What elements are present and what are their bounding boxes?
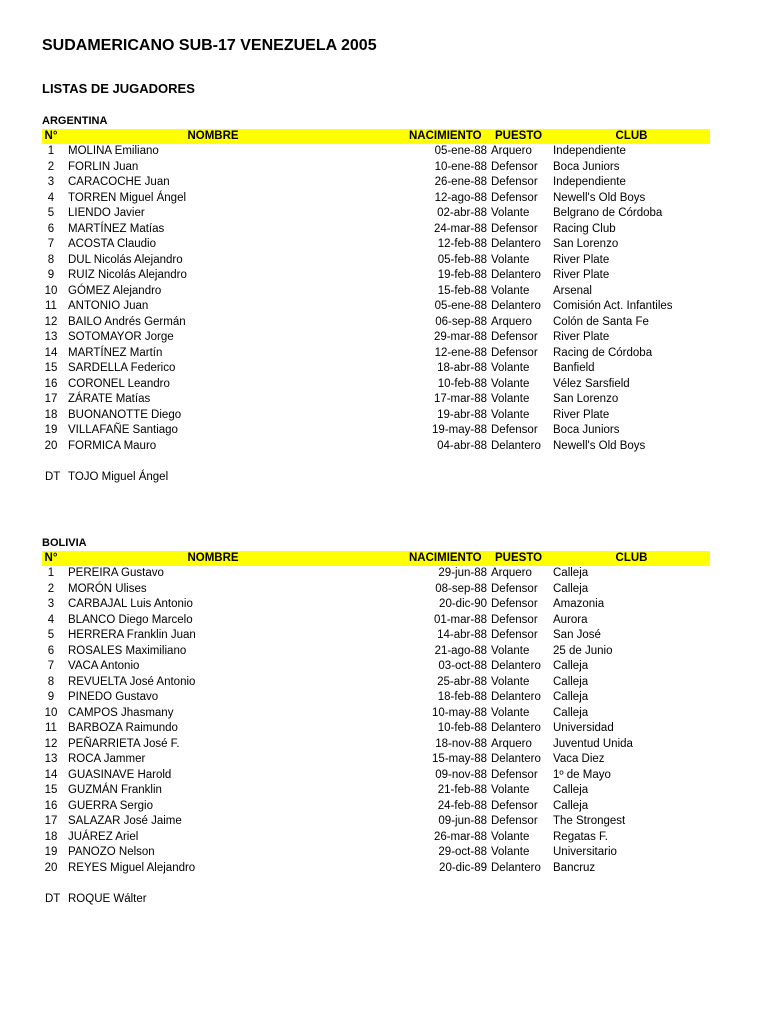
- player-birth-date: 02-abr-88: [437, 207, 487, 219]
- player-number: 4: [47, 613, 55, 626]
- header-birth-date: NACIMIENTO: [409, 552, 482, 564]
- player-number: 1: [47, 145, 55, 157]
- player-row: [42, 814, 710, 830]
- player-birth-date: 05-ene-88: [434, 300, 487, 312]
- player-position: Volante: [491, 830, 530, 843]
- team-name: ARGENTINA: [42, 115, 108, 127]
- player-row: [42, 315, 710, 331]
- player-club: Calleja: [553, 582, 589, 595]
- player-name: MORÓN Ulises: [68, 582, 147, 595]
- player-name: CARBAJAL Luis Antonio: [68, 598, 193, 610]
- player-name: FORMICA Mauro: [68, 439, 157, 452]
- player-name: CORONEL Leandro: [68, 377, 170, 390]
- player-club: Calleja: [553, 660, 589, 672]
- player-position: Defensor: [491, 768, 538, 781]
- player-birth-date: 29-jun-88: [438, 567, 487, 579]
- player-position: Delantero: [491, 660, 541, 672]
- player-number: 7: [47, 660, 55, 672]
- player-birth-date: 10-may-88: [432, 706, 487, 719]
- player-name: CAMPOS Jhasmany: [68, 706, 174, 719]
- player-number: 9: [47, 691, 55, 703]
- player-number: 3: [47, 176, 55, 188]
- player-row: [42, 408, 710, 424]
- player-row: [42, 861, 710, 877]
- player-row: [42, 253, 710, 269]
- team-name: BOLIVIA: [42, 537, 87, 549]
- player-name: DUL Nicolás Alejandro: [68, 253, 183, 266]
- player-position: Delantero: [491, 439, 541, 452]
- player-position: Volante: [491, 784, 530, 796]
- player-name: PEREIRA Gustavo: [68, 567, 164, 579]
- player-name: GUZMÁN Franklin: [68, 784, 162, 796]
- player-position: Volante: [491, 207, 530, 219]
- player-club: Arsenal: [553, 284, 592, 297]
- player-position: Delantero: [491, 269, 541, 281]
- coach-label: DT: [45, 471, 61, 483]
- player-club: 25 de Junio: [553, 644, 613, 657]
- player-club: Newell's Old Boys: [553, 439, 646, 452]
- player-club: Universitario: [553, 846, 617, 858]
- player-name: TORREN Miguel Ángel: [68, 191, 187, 204]
- player-birth-date: 21-ago-88: [434, 644, 487, 657]
- player-birth-date: 19-feb-88: [437, 269, 487, 281]
- player-position: Defensor: [491, 629, 538, 641]
- player-number: 7: [47, 238, 55, 250]
- player-position: Delantero: [491, 861, 541, 874]
- player-row: [42, 690, 710, 706]
- player-position: Defensor: [491, 176, 538, 188]
- player-club: Belgrano de Córdoba: [553, 207, 663, 219]
- player-birth-date: 21-feb-88: [437, 784, 487, 796]
- player-name: PANOZO Nelson: [68, 846, 155, 858]
- player-club: Bancruz: [553, 861, 596, 874]
- player-row: [42, 613, 710, 629]
- player-name: BARBOZA Raimundo: [68, 722, 178, 734]
- player-position: Delantero: [491, 238, 541, 250]
- player-club: San Lorenzo: [553, 393, 619, 405]
- player-position: Delantero: [491, 691, 541, 703]
- player-name: BLANCO Diego Marcelo: [68, 613, 193, 626]
- header-name: NOMBRE: [187, 130, 239, 142]
- player-number: 13: [44, 753, 58, 765]
- player-position: Defensor: [491, 598, 538, 610]
- player-position: Defensor: [491, 160, 538, 173]
- player-birth-date: 14-abr-88: [437, 629, 487, 641]
- player-name: CARACOCHE Juan: [68, 176, 170, 188]
- player-club: Juventud Unida: [553, 737, 633, 750]
- player-position: Volante: [491, 706, 530, 719]
- player-row: [42, 330, 710, 346]
- player-number: 5: [47, 629, 55, 641]
- player-birth-date: 05-ene-88: [434, 145, 487, 157]
- player-number: 2: [47, 160, 55, 173]
- player-number: 14: [44, 768, 58, 781]
- player-position: Volante: [491, 408, 530, 421]
- player-row: [42, 423, 710, 439]
- player-number: 17: [44, 393, 58, 405]
- player-number: 11: [45, 300, 57, 312]
- player-birth-date: 17-mar-88: [433, 393, 487, 405]
- player-position: Defensor: [491, 424, 538, 436]
- player-row: [42, 597, 710, 613]
- player-name: VACA Antonio: [68, 660, 140, 672]
- player-birth-date: 19-may-88: [432, 424, 487, 436]
- player-name: ACOSTA Claudio: [68, 238, 156, 250]
- player-club: Calleja: [553, 784, 589, 796]
- player-name: SARDELLA Federico: [68, 362, 176, 374]
- player-number: 2: [47, 582, 55, 595]
- player-position: Defensor: [491, 331, 538, 343]
- player-birth-date: 26-mar-88: [433, 830, 487, 843]
- player-name: BUONANOTTE Diego: [68, 408, 182, 421]
- player-row: [42, 830, 710, 846]
- player-name: ROCA Jammer: [68, 753, 146, 765]
- player-position: Defensor: [491, 815, 538, 827]
- player-birth-date: 10-ene-88: [434, 160, 487, 173]
- player-position: Arquero: [491, 567, 532, 579]
- player-number: 18: [44, 830, 58, 843]
- player-club: Universidad: [553, 722, 614, 734]
- player-position: Delantero: [491, 722, 541, 734]
- player-row: [42, 659, 710, 675]
- player-position: Delantero: [491, 753, 541, 765]
- player-birth-date: 24-feb-88: [437, 799, 487, 812]
- player-birth-date: 18-nov-88: [435, 737, 487, 750]
- player-birth-date: 26-ene-88: [434, 176, 487, 188]
- player-club: River Plate: [553, 331, 610, 343]
- coach-row: [42, 892, 710, 908]
- player-position: Volante: [491, 846, 530, 858]
- player-birth-date: 01-mar-88: [433, 613, 487, 626]
- player-row: [42, 346, 710, 362]
- player-name: FORLIN Juan: [68, 160, 139, 173]
- player-position: Arquero: [491, 737, 532, 750]
- header-position: PUESTO: [495, 552, 543, 564]
- player-name: MOLINA Emiliano: [68, 145, 159, 157]
- player-position: Volante: [491, 675, 530, 688]
- player-row: [42, 237, 710, 253]
- player-birth-date: 09-nov-88: [435, 768, 487, 781]
- player-name: SOTOMAYOR Jorge: [68, 331, 174, 343]
- player-name: ANTONIO Juan: [68, 300, 149, 312]
- player-name: GUASINAVE Harold: [68, 768, 172, 781]
- player-row: [42, 191, 710, 207]
- player-birth-date: 12-feb-88: [437, 238, 487, 250]
- player-club: Independiente: [553, 176, 626, 188]
- player-name: SALAZAR José Jaime: [68, 815, 182, 827]
- player-position: Defensor: [491, 191, 538, 204]
- player-position: Arquero: [491, 315, 532, 328]
- player-birth-date: 05-feb-88: [437, 253, 487, 266]
- player-name: GÓMEZ Alejandro: [68, 284, 162, 297]
- player-number: 15: [44, 362, 58, 374]
- player-birth-date: 09-jun-88: [438, 815, 487, 827]
- player-number: 20: [44, 439, 58, 452]
- coach-row: [42, 470, 710, 486]
- coach-name: TOJO Miguel Ángel: [68, 471, 169, 483]
- player-birth-date: 15-may-88: [432, 753, 487, 765]
- player-row: [42, 582, 710, 598]
- player-club: Calleja: [553, 675, 589, 688]
- player-name: LIENDO Javier: [68, 207, 145, 219]
- player-number: 16: [44, 377, 58, 390]
- player-number: 20: [44, 861, 58, 874]
- player-club: Banfield: [553, 362, 595, 374]
- player-number: 10: [44, 706, 58, 719]
- player-club: Colón de Santa Fe: [553, 315, 649, 328]
- player-club: Vaca Diez: [553, 753, 605, 765]
- player-club: San José: [553, 629, 601, 641]
- player-birth-date: 06-sep-88: [435, 315, 487, 328]
- player-club: 1º de Mayo: [553, 768, 611, 781]
- header-name: NOMBRE: [187, 552, 239, 564]
- player-name: HERRERA Franklin Juan: [68, 629, 196, 641]
- player-position: Volante: [491, 284, 530, 297]
- player-number: 5: [47, 207, 55, 219]
- player-club: Vélez Sarsfield: [553, 377, 630, 390]
- header-number: N°: [44, 130, 58, 142]
- team-section-argentina: [42, 113, 710, 486]
- player-position: Volante: [491, 644, 530, 657]
- player-number: 15: [44, 784, 58, 796]
- player-club: Calleja: [553, 567, 589, 579]
- player-row: [42, 721, 710, 737]
- player-name: GUERRA Sergio: [68, 799, 154, 812]
- team-section-bolivia: [42, 535, 710, 908]
- player-row: [42, 752, 710, 768]
- player-club: Comisión Act. Infantiles: [553, 300, 673, 312]
- player-row: [42, 299, 710, 315]
- player-name: ROSALES Maximiliano: [68, 644, 187, 657]
- player-name: JUÁREZ Ariel: [68, 830, 139, 843]
- player-name: PEÑARRIETA José F.: [68, 737, 180, 750]
- player-position: Defensor: [491, 613, 538, 626]
- player-row: [42, 392, 710, 408]
- document-subtitle: LISTAS DE JUGADORES: [42, 81, 195, 96]
- player-position: Delantero: [491, 300, 541, 312]
- player-club: Amazonia: [553, 598, 605, 610]
- player-birth-date: 12-ene-88: [434, 346, 487, 359]
- player-row: [42, 706, 710, 722]
- player-row: [42, 783, 710, 799]
- player-row: [42, 768, 710, 784]
- player-number: 11: [45, 722, 57, 734]
- player-birth-date: 03-oct-88: [438, 660, 487, 672]
- player-birth-date: 15-feb-88: [437, 284, 487, 297]
- player-number: 6: [47, 644, 55, 657]
- player-club: River Plate: [553, 253, 610, 266]
- player-birth-date: 18-abr-88: [437, 362, 487, 374]
- player-name: RUIZ Nicolás Alejandro: [68, 269, 187, 281]
- player-row: [42, 377, 710, 393]
- player-birth-date: 10-feb-88: [437, 377, 487, 390]
- player-row: [42, 222, 710, 238]
- player-name: ZÁRATE Matías: [68, 393, 151, 405]
- player-name: VILLAFAÑE Santiago: [68, 424, 178, 436]
- player-name: PINEDO Gustavo: [68, 691, 159, 703]
- player-name: MARTÍNEZ Martín: [68, 346, 163, 359]
- player-position: Arquero: [491, 145, 532, 157]
- player-number: 12: [44, 737, 58, 750]
- player-club: The Strongest: [553, 815, 626, 827]
- player-club: Calleja: [553, 691, 589, 703]
- player-club: Boca Juniors: [553, 160, 620, 173]
- table-header-row: [42, 129, 710, 144]
- player-row: [42, 566, 710, 582]
- player-row: [42, 144, 710, 160]
- player-position: Volante: [491, 362, 530, 374]
- coach-label: DT: [45, 893, 61, 905]
- player-number: 13: [44, 331, 58, 343]
- player-club: Calleja: [553, 799, 589, 812]
- header-birth-date: NACIMIENTO: [409, 130, 482, 142]
- player-number: 9: [47, 269, 55, 281]
- header-number: N°: [44, 552, 58, 564]
- player-birth-date: 10-feb-88: [437, 722, 487, 734]
- player-number: 8: [47, 253, 55, 266]
- player-position: Volante: [491, 377, 530, 390]
- player-row: [42, 675, 710, 691]
- player-row: [42, 268, 710, 284]
- player-name: MARTÍNEZ Matías: [68, 222, 165, 235]
- player-number: 6: [47, 222, 55, 235]
- player-club: Newell's Old Boys: [553, 191, 646, 204]
- player-name: REVUELTA José Antonio: [68, 675, 196, 688]
- player-number: 17: [44, 815, 58, 827]
- player-club: Boca Juniors: [553, 424, 620, 436]
- player-number: 4: [47, 191, 55, 204]
- player-birth-date: 24-mar-88: [433, 222, 487, 235]
- player-number: 18: [44, 408, 58, 421]
- player-club: Racing Club: [553, 222, 616, 235]
- player-number: 19: [44, 846, 58, 858]
- player-row: [42, 175, 710, 191]
- player-position: Defensor: [491, 582, 538, 595]
- player-birth-date: 29-oct-88: [438, 846, 487, 858]
- player-birth-date: 18-feb-88: [437, 691, 487, 703]
- player-row: [42, 644, 710, 660]
- player-club: Racing de Córdoba: [553, 346, 653, 359]
- coach-name: ROQUE Wálter: [68, 893, 147, 905]
- player-number: 8: [47, 675, 55, 688]
- player-club: Aurora: [553, 613, 588, 626]
- player-row: [42, 845, 710, 861]
- player-club: Calleja: [553, 706, 589, 719]
- player-birth-date: 29-mar-88: [433, 331, 487, 343]
- player-birth-date: 20-dic-89: [439, 861, 487, 874]
- player-birth-date: 25-abr-88: [437, 675, 487, 688]
- header-club: CLUB: [615, 552, 648, 564]
- player-birth-date: 20-dic-90: [439, 598, 487, 610]
- player-position: Defensor: [491, 799, 538, 812]
- player-number: 12: [44, 315, 58, 328]
- player-row: [42, 284, 710, 300]
- player-name: REYES Miguel Alejandro: [68, 861, 196, 874]
- player-club: Independiente: [553, 145, 626, 157]
- header-position: PUESTO: [495, 130, 543, 142]
- player-club: Regatas F.: [553, 830, 608, 843]
- player-birth-date: 12-ago-88: [434, 191, 487, 204]
- player-position: Defensor: [491, 222, 538, 235]
- player-number: 14: [44, 346, 58, 359]
- player-birth-date: 04-abr-88: [437, 439, 487, 452]
- player-position: Volante: [491, 393, 530, 405]
- header-club: CLUB: [615, 130, 648, 142]
- player-number: 19: [44, 424, 58, 436]
- document-title: SUDAMERICANO SUB-17 VENEZUELA 2005: [42, 37, 377, 54]
- player-row: [42, 628, 710, 644]
- player-position: Defensor: [491, 346, 538, 359]
- player-birth-date: 08-sep-88: [435, 582, 487, 595]
- player-club: River Plate: [553, 269, 610, 281]
- player-row: [42, 737, 710, 753]
- player-row: [42, 361, 710, 377]
- player-row: [42, 206, 710, 222]
- player-row: [42, 439, 710, 455]
- player-position: Volante: [491, 253, 530, 266]
- player-birth-date: 19-abr-88: [437, 408, 487, 421]
- player-number: 16: [44, 799, 58, 812]
- player-row: [42, 160, 710, 176]
- player-row: [42, 799, 710, 815]
- table-header-row: [42, 551, 710, 566]
- player-club: San Lorenzo: [553, 238, 619, 250]
- player-club: River Plate: [553, 408, 610, 421]
- player-number: 10: [44, 284, 58, 297]
- player-number: 3: [47, 598, 55, 610]
- player-number: 1: [47, 567, 55, 579]
- player-name: BAILO Andrés Germán: [68, 315, 186, 328]
